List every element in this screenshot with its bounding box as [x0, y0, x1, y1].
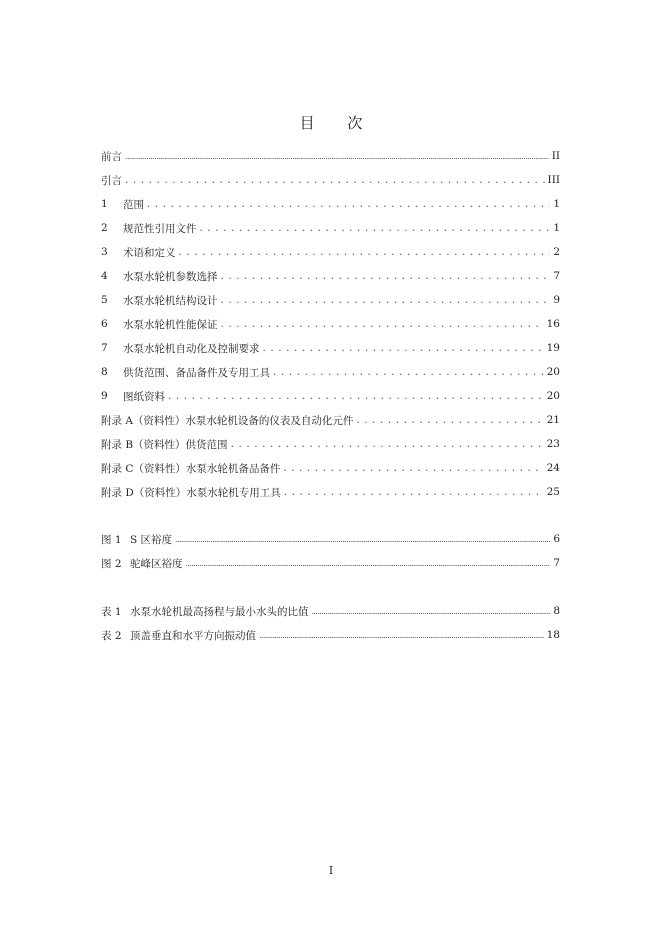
toc-page: 24	[546, 462, 560, 474]
dot-leader	[168, 390, 544, 402]
dot-leader	[356, 414, 543, 426]
toc-label: 引言	[101, 174, 122, 187]
toc-page: 2	[553, 246, 560, 258]
toc-figure-entry-1[interactable]	[101, 531, 560, 547]
toc-label: 驼峰区裕度	[130, 557, 183, 570]
toc-number: 2	[101, 222, 108, 234]
toc-table-number: 表 2	[101, 629, 122, 642]
toc-label: 供货范围、备品备件及专用工具	[123, 366, 270, 379]
dot-leader	[263, 342, 544, 354]
toc-label: 水泵水轮机性能保证	[123, 318, 218, 331]
toc-number: 1	[101, 198, 108, 210]
toc-table-number: 表 1	[101, 605, 122, 618]
toc-page: 6	[553, 533, 560, 545]
toc-entry-3[interactable]	[101, 244, 560, 260]
toc-page: 9	[553, 294, 560, 306]
toc-entry-appendix-a[interactable]	[101, 412, 560, 428]
toc-entry-7[interactable]	[101, 340, 560, 356]
toc-entry-9[interactable]	[101, 388, 560, 404]
dot-leader	[312, 605, 551, 617]
toc-entry-6[interactable]	[101, 316, 560, 332]
toc-label: 术语和定义	[123, 246, 176, 259]
dot-leader	[221, 270, 551, 282]
toc-number: 3	[101, 246, 108, 258]
toc-label: 水泵水轮机参数选择	[123, 270, 218, 283]
toc-number: 8	[101, 366, 108, 378]
toc-label: 顶盖垂直和水平方向振动值	[130, 629, 256, 642]
page-number: I	[328, 864, 334, 877]
toc-entry-5[interactable]	[101, 292, 560, 308]
toc-entry-1[interactable]	[101, 196, 560, 212]
toc-label: 规范性引用文件	[123, 222, 197, 235]
dot-leader	[179, 246, 551, 258]
toc-page: II	[551, 150, 560, 162]
toc-figure-entry-2[interactable]	[101, 555, 560, 571]
dot-leader	[259, 629, 544, 641]
toc-label: 水泵水轮机最高扬程与最小水头的比值	[130, 605, 309, 618]
dot-leader	[273, 366, 544, 378]
toc-entry-appendix-d[interactable]	[101, 484, 560, 500]
dot-leader	[125, 150, 549, 162]
toc-label: 图纸资料	[123, 390, 165, 403]
toc-entry-introduction[interactable]	[101, 172, 560, 188]
toc-label: S 区裕度	[130, 533, 173, 546]
toc-entry-8[interactable]	[101, 364, 560, 380]
toc-page: 19	[546, 342, 560, 354]
dot-leader	[200, 222, 551, 234]
toc-number: 6	[101, 318, 108, 330]
toc-label: 附录 D（资料性）水泵水轮机专用工具	[101, 486, 281, 499]
toc-label: 附录 B（资料性）供货范围	[101, 438, 228, 451]
toc-page: 21	[546, 414, 560, 426]
toc-figure-number: 图 2	[101, 557, 122, 570]
dot-leader	[125, 174, 545, 186]
toc-number: 4	[101, 270, 108, 282]
toc-page: 1	[553, 198, 560, 210]
toc-page: 23	[546, 438, 560, 450]
toc-page: 25	[546, 486, 560, 498]
toc-entry-foreword[interactable]	[101, 148, 560, 164]
toc-page: 7	[553, 557, 560, 569]
toc-number: 5	[101, 294, 108, 306]
dot-leader	[186, 557, 551, 569]
toc-number: 7	[101, 342, 108, 354]
toc-page: 7	[553, 270, 560, 282]
toc-page: 20	[546, 390, 560, 402]
toc-figure-number: 图 1	[101, 533, 122, 546]
toc-entry-2[interactable]	[101, 220, 560, 236]
dot-leader	[175, 533, 550, 545]
toc-label: 水泵水轮机自动化及控制要求	[123, 342, 260, 355]
dot-leader	[231, 438, 544, 450]
toc-number: 9	[101, 390, 108, 402]
toc-page: 1	[553, 222, 560, 234]
dot-leader	[221, 318, 544, 330]
page-title: 目 次	[299, 114, 377, 132]
dot-leader	[283, 462, 543, 474]
toc-page: 16	[546, 318, 560, 330]
toc-entry-4[interactable]	[101, 268, 560, 284]
toc-label: 附录 C（资料性）水泵水轮机备品备件	[101, 462, 281, 475]
toc-entry-appendix-c[interactable]	[101, 460, 560, 476]
toc-label: 前言	[101, 150, 122, 163]
toc-entry-appendix-b[interactable]	[101, 436, 560, 452]
toc-page: III	[547, 174, 560, 186]
toc-label: 范围	[123, 198, 144, 211]
toc-table-entry-2[interactable]	[101, 627, 560, 643]
toc-page: 20	[546, 366, 560, 378]
dot-leader	[221, 294, 551, 306]
toc-page: 8	[553, 605, 560, 617]
toc-label: 附录 A（资料性）水泵水轮机设备的仪表及自动化元件	[101, 414, 354, 427]
dot-leader	[284, 486, 544, 498]
dot-leader	[147, 198, 550, 210]
toc-table-entry-1[interactable]	[101, 603, 560, 619]
toc-page: 18	[546, 629, 560, 641]
toc-label: 水泵水轮机结构设计	[123, 294, 218, 307]
